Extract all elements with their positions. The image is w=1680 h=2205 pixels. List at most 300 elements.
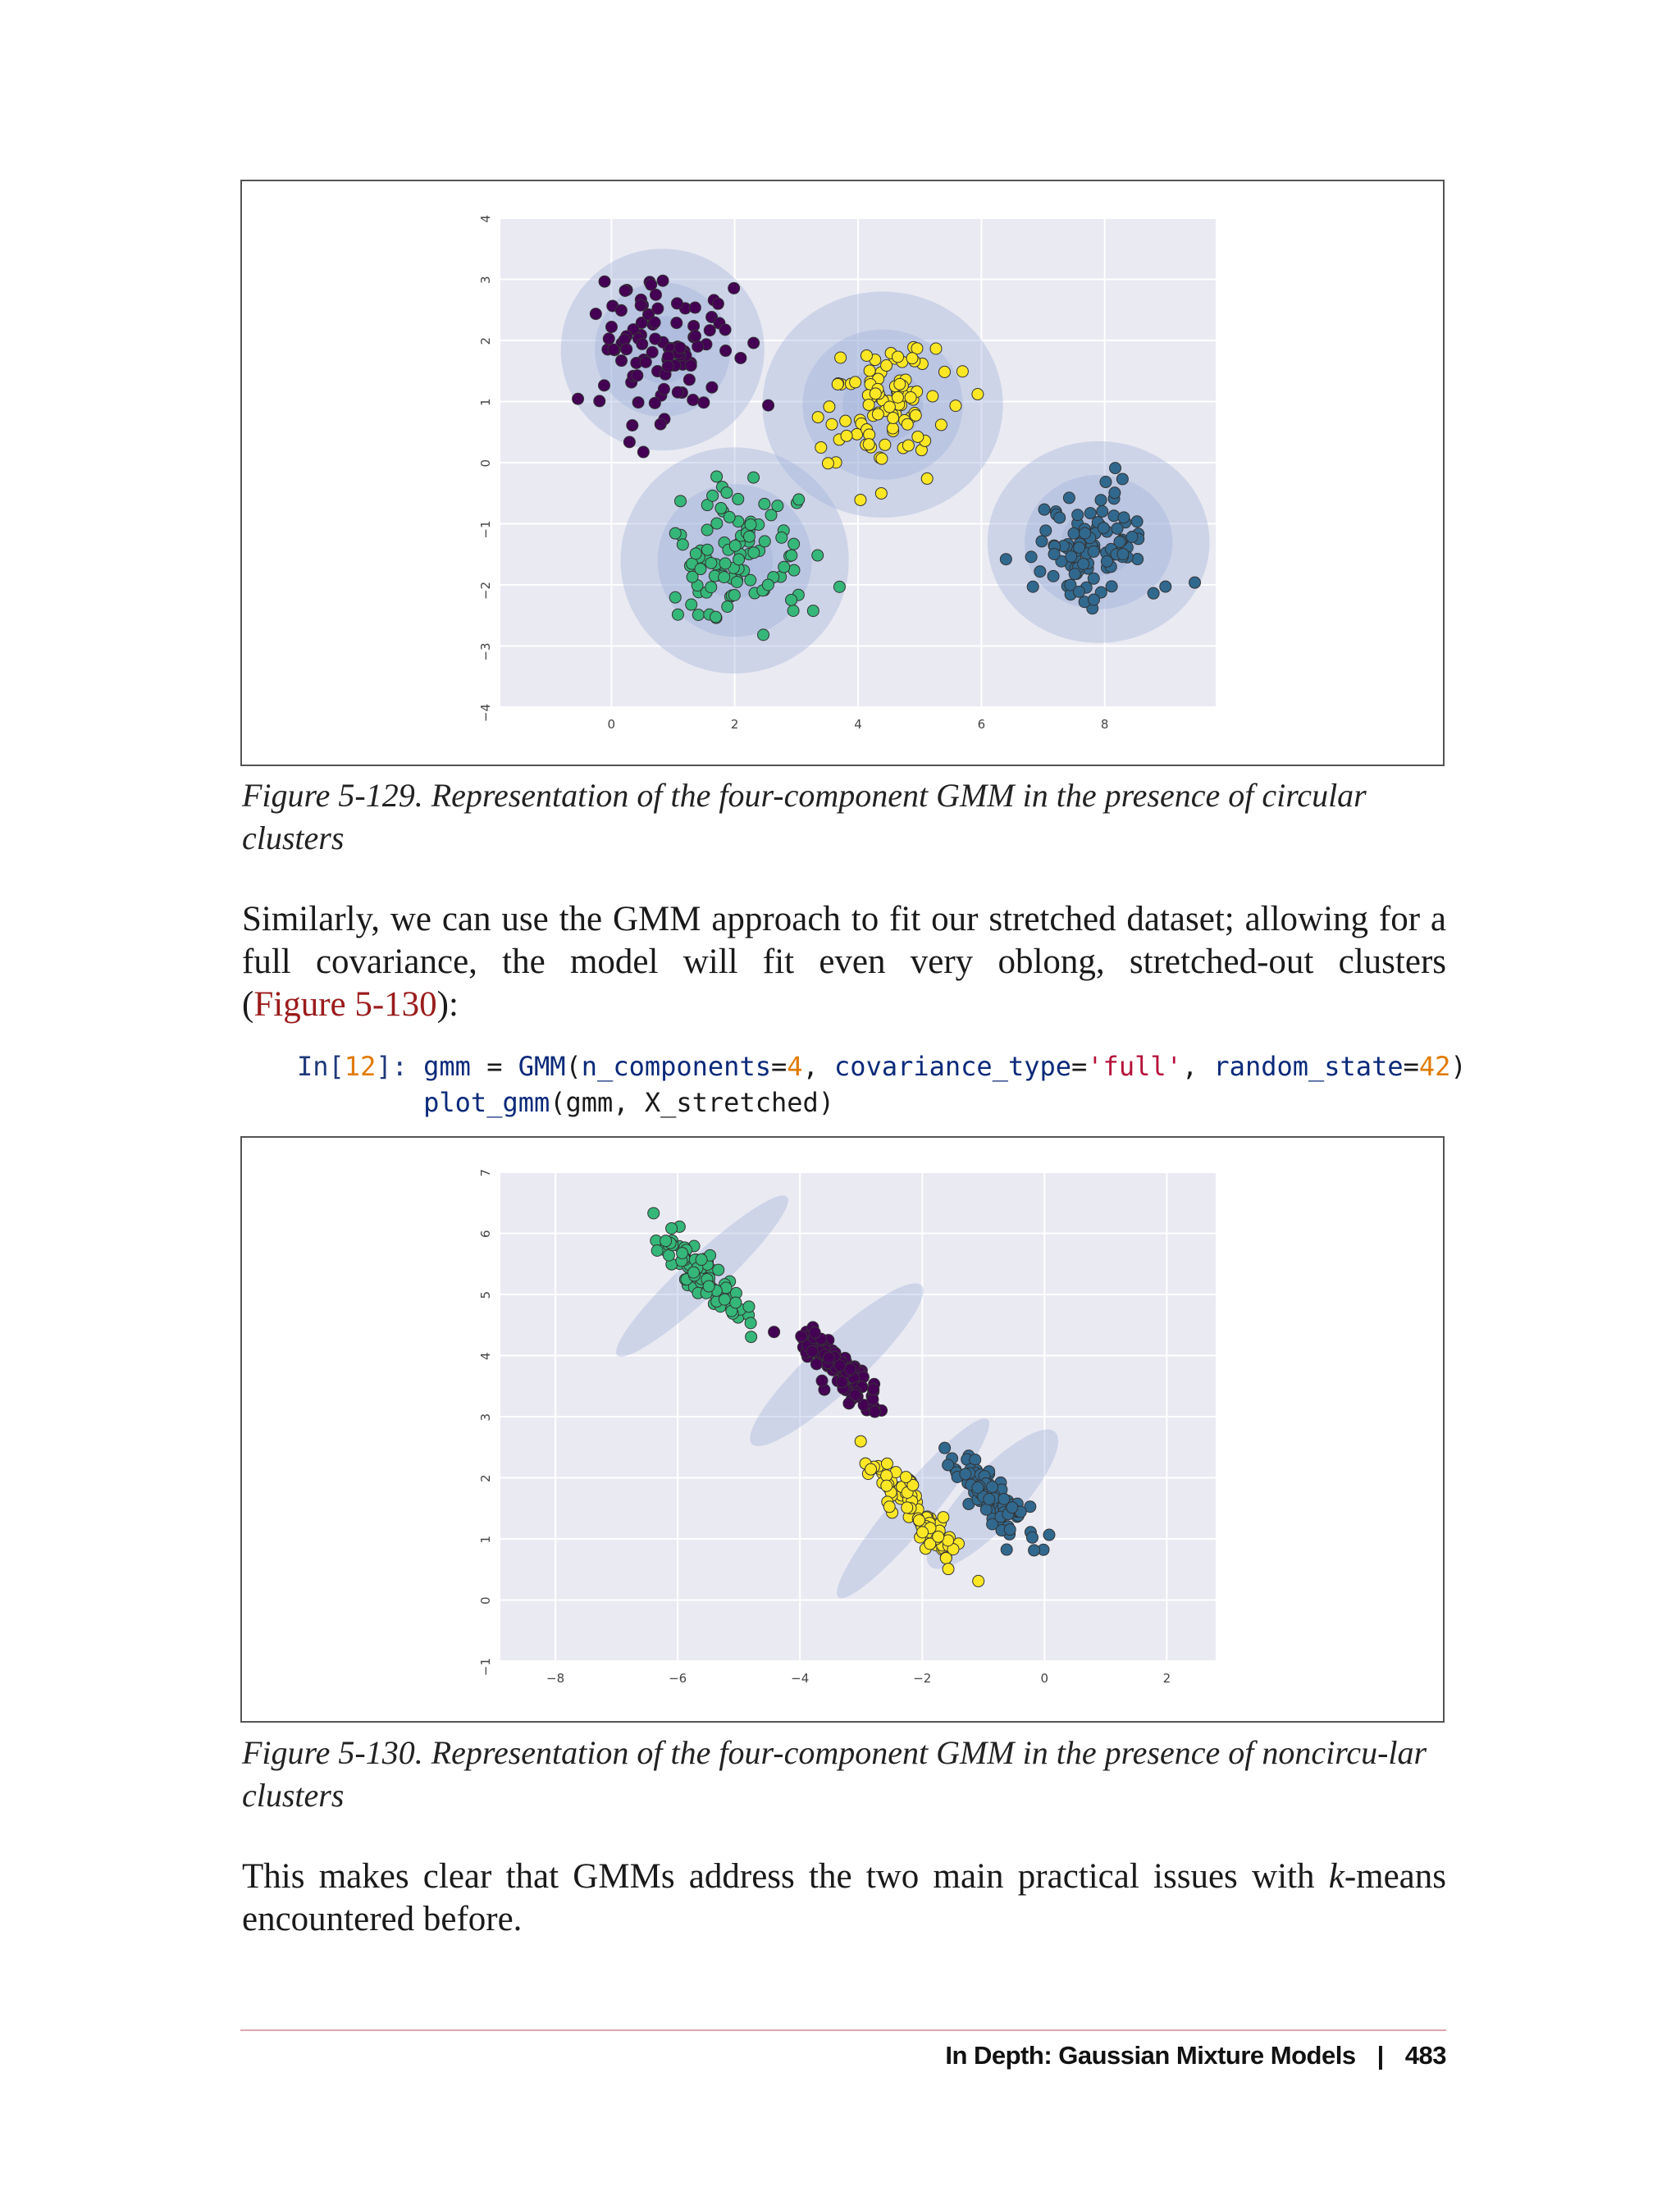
data-point-purple <box>706 381 718 393</box>
x-tick-label: −6 <box>669 1671 687 1686</box>
data-point-green <box>669 527 681 539</box>
data-point-purple <box>687 394 699 405</box>
data-point-green <box>669 591 681 603</box>
x-tick-label: 4 <box>854 717 862 732</box>
data-point-teal <box>1112 523 1123 534</box>
x-tick-label: 2 <box>1162 1671 1171 1686</box>
data-point-green <box>721 487 733 499</box>
data-point-green <box>793 494 805 505</box>
data-point-yellow <box>876 453 888 464</box>
data-point-green <box>696 1254 707 1266</box>
data-point-purple <box>689 302 701 313</box>
data-point-purple <box>688 320 700 331</box>
data-point-purple <box>692 340 704 352</box>
code-token: , <box>1181 1051 1214 1082</box>
data-point-yellow <box>815 441 827 453</box>
data-point-teal <box>1160 581 1171 592</box>
footer-section-title: In Depth: Gaussian Mixture Models <box>945 2041 1356 2070</box>
data-point-green <box>692 609 704 620</box>
data-point-teal <box>1069 568 1080 580</box>
data-point-green <box>719 1294 730 1305</box>
data-point-yellow <box>892 391 903 403</box>
figure-5-130-link[interactable]: Figure 5-130 <box>253 985 437 1024</box>
data-point-purple <box>698 397 710 409</box>
data-point-purple <box>657 275 669 286</box>
data-point-yellow <box>935 419 947 431</box>
data-point-yellow <box>902 440 914 451</box>
data-point-green <box>711 518 723 529</box>
data-point-green <box>724 511 735 523</box>
data-point-green <box>807 605 819 617</box>
data-point-green <box>788 605 799 617</box>
data-point-yellow <box>872 409 883 420</box>
y-tick-label: 0 <box>478 1596 493 1605</box>
data-point-teal <box>1098 523 1109 534</box>
data-point-purple <box>671 298 682 309</box>
data-point-teal <box>1029 1545 1040 1556</box>
data-point-green <box>788 538 800 550</box>
y-tick-label: −1 <box>478 520 493 539</box>
data-point-green <box>663 1249 674 1261</box>
data-point-yellow <box>835 352 847 363</box>
y-tick-label: 1 <box>478 1536 493 1544</box>
x-tick-label: −8 <box>546 1671 565 1686</box>
data-point-yellow <box>900 1472 911 1483</box>
code-token: gmm <box>423 1051 471 1082</box>
data-point-green <box>710 611 722 623</box>
x-tick-label: −4 <box>791 1671 810 1686</box>
data-point-yellow <box>883 401 895 413</box>
data-point-purple <box>674 342 686 354</box>
data-point-yellow <box>850 377 861 388</box>
data-point-yellow <box>927 390 938 402</box>
data-point-yellow <box>910 409 921 421</box>
data-point-yellow <box>875 487 887 499</box>
paragraph-line: encountered before. <box>242 1900 523 1938</box>
data-point-green <box>745 574 756 586</box>
data-point-purple <box>850 1390 861 1401</box>
data-point-green <box>713 1264 724 1276</box>
data-point-green <box>677 539 688 550</box>
data-point-teal <box>1131 516 1143 527</box>
paragraph-line: Similarly, we can use the GMM approach to fit our stretched dataset; allowing for a <box>242 900 1446 938</box>
data-point-teal <box>984 1494 995 1505</box>
data-point-yellow <box>905 391 916 403</box>
data-point-purple <box>685 360 696 372</box>
data-point-purple <box>806 1345 818 1357</box>
data-point-green <box>778 561 790 573</box>
data-point-green <box>759 498 770 509</box>
y-tick-label: −4 <box>478 704 493 723</box>
data-point-teal <box>1097 505 1108 517</box>
data-point-yellow <box>864 365 875 377</box>
data-point-teal <box>1039 504 1050 515</box>
data-point-yellow <box>940 1553 952 1564</box>
code-token: covariance_type <box>834 1051 1072 1082</box>
y-tick-label: 3 <box>478 276 493 285</box>
code-token: = <box>1071 1051 1088 1082</box>
data-point-purple <box>662 360 673 372</box>
x-tick-label: 0 <box>607 717 616 732</box>
data-point-yellow <box>933 1531 944 1542</box>
code-token: ) <box>1450 1051 1467 1082</box>
data-point-green <box>758 629 769 641</box>
data-point-yellow <box>865 1463 877 1475</box>
data-point-purple <box>623 436 635 448</box>
data-point-green <box>786 550 797 561</box>
data-point-purple <box>834 1360 846 1372</box>
data-point-purple <box>712 298 724 309</box>
data-point-purple <box>603 333 614 345</box>
paragraph-line <box>242 1856 1446 1898</box>
data-point-green <box>730 1297 742 1308</box>
data-point-purple <box>690 331 701 342</box>
data-point-teal <box>1040 525 1052 536</box>
data-point-yellow <box>841 430 852 441</box>
data-point-green <box>719 558 731 569</box>
data-point-green <box>703 1281 714 1292</box>
y-tick-label: 4 <box>478 1352 493 1361</box>
data-point-purple <box>650 333 661 345</box>
data-point-yellow <box>887 422 898 434</box>
data-point-green <box>776 532 788 543</box>
data-point-teal <box>1034 566 1046 578</box>
data-point-teal <box>1095 495 1107 506</box>
data-point-green <box>745 1317 756 1329</box>
data-point-green <box>812 550 824 561</box>
data-point-purple <box>672 386 683 398</box>
code-prompt-number: 12 <box>344 1051 377 1082</box>
data-point-yellow <box>917 1527 929 1538</box>
data-point-green <box>677 1248 688 1259</box>
data-point-teal <box>1063 492 1075 504</box>
data-point-green <box>733 493 744 504</box>
data-point-purple <box>635 299 646 311</box>
x-tick-label: 6 <box>977 717 986 732</box>
data-point-teal <box>980 1504 992 1515</box>
footer-rule <box>240 2029 1446 2031</box>
data-point-teal <box>1026 1532 1038 1543</box>
data-point-green <box>733 554 745 565</box>
data-point-yellow <box>863 399 874 410</box>
data-point-teal <box>1126 532 1138 543</box>
data-point-yellow <box>921 472 933 484</box>
data-point-yellow <box>943 1564 954 1575</box>
y-tick-label: 0 <box>478 459 493 468</box>
data-point-yellow <box>888 413 899 424</box>
data-point-purple <box>735 352 746 363</box>
data-point-yellow <box>824 401 835 413</box>
paragraph-text: This makes clear that GMMs address the two main practical issues with <box>242 1857 1329 1896</box>
body-paragraph-2 <box>242 1856 1446 1941</box>
paragraph-close-paren: ): <box>436 985 459 1024</box>
data-point-green <box>705 582 717 593</box>
data-point-yellow <box>930 343 942 354</box>
data-point-yellow <box>894 378 906 390</box>
data-point-purple <box>671 317 682 329</box>
data-point-teal <box>939 1442 951 1454</box>
page-footer <box>945 2041 1446 2070</box>
data-point-green <box>759 536 770 547</box>
data-point-teal <box>1084 508 1096 519</box>
data-point-teal <box>1048 570 1059 582</box>
gmm-noncircular-chart <box>242 1138 1446 1724</box>
data-point-green <box>666 1222 678 1234</box>
data-point-yellow <box>855 494 866 505</box>
x-tick-label: 2 <box>730 717 739 732</box>
data-point-teal <box>1132 554 1144 565</box>
data-point-green <box>729 540 741 551</box>
data-point-purple <box>619 285 631 296</box>
data-point-yellow <box>902 418 913 430</box>
data-point-yellow <box>879 439 891 450</box>
data-point-purple <box>637 338 648 349</box>
data-point-yellow <box>840 415 851 427</box>
data-point-purple <box>816 1375 828 1386</box>
data-point-green <box>748 547 760 559</box>
data-point-teal <box>1004 1524 1016 1536</box>
data-point-teal <box>1118 512 1130 523</box>
code-token: random_state <box>1213 1051 1404 1082</box>
data-point-purple <box>869 1406 880 1418</box>
data-point-purple <box>658 383 669 395</box>
figure-caption-5-129: Figure 5-129. Representation of the four-component GMM in the presence of circular clusters <box>242 777 1367 856</box>
data-point-yellow <box>912 431 924 442</box>
data-point-yellow <box>870 388 881 399</box>
data-point-yellow <box>938 366 950 377</box>
figure-5-129 <box>240 180 1445 766</box>
data-point-green <box>701 544 713 555</box>
page-number: 483 <box>1404 2041 1446 2070</box>
x-tick-label: −2 <box>913 1671 932 1686</box>
data-point-teal <box>1080 527 1091 539</box>
figure-5-130 <box>240 1136 1445 1723</box>
y-tick-label: −1 <box>478 1658 493 1677</box>
data-point-yellow <box>861 349 872 361</box>
data-point-green <box>746 1331 757 1343</box>
data-point-green <box>728 589 740 600</box>
data-point-purple <box>844 1363 856 1375</box>
code-token: 42 <box>1418 1051 1451 1082</box>
data-point-green <box>672 609 683 620</box>
data-point-yellow <box>913 1514 924 1526</box>
data-point-purple <box>627 419 638 431</box>
data-point-teal <box>1100 477 1112 488</box>
data-point-purple <box>616 355 628 367</box>
y-tick-label: 3 <box>478 1413 493 1422</box>
data-point-teal <box>1109 487 1121 499</box>
data-point-yellow <box>881 360 892 372</box>
y-tick-label: 5 <box>478 1291 493 1299</box>
data-point-purple <box>836 1376 847 1388</box>
y-tick-label: −3 <box>478 642 493 661</box>
paragraph-text: -means <box>1344 1857 1446 1896</box>
figure-caption-5-130: Figure 5-130. Representation of the four-component GMM in the presence of noncircu-lar clusters <box>242 1734 1427 1814</box>
data-point-purple <box>640 356 651 368</box>
data-point-purple <box>598 380 609 391</box>
y-tick-label: 6 <box>478 1230 493 1239</box>
code-token: 4 <box>787 1051 803 1082</box>
data-point-purple <box>810 1358 822 1370</box>
data-point-green <box>686 599 697 610</box>
paragraph-open-paren: ( <box>242 985 254 1024</box>
data-point-green <box>675 495 687 507</box>
code-token: = <box>770 1051 788 1082</box>
data-point-purple <box>599 276 610 287</box>
code-prompt: In[ <box>297 1051 345 1082</box>
code-prompt-end: ]: <box>376 1051 424 1082</box>
data-point-yellow <box>902 1502 913 1513</box>
data-point-purple <box>823 1352 834 1363</box>
data-point-green <box>722 600 733 612</box>
y-tick-label: 7 <box>478 1169 493 1177</box>
data-point-purple <box>655 418 666 430</box>
data-point-green <box>660 1235 672 1247</box>
code-token: GMM <box>518 1051 566 1082</box>
data-point-purple <box>719 324 731 336</box>
data-point-purple <box>748 337 760 349</box>
data-point-purple <box>720 345 732 357</box>
data-point-teal <box>1189 577 1201 588</box>
data-point-purple <box>646 279 657 290</box>
data-point-yellow <box>855 1436 866 1447</box>
data-point-purple <box>728 282 740 294</box>
data-point-teal <box>1088 546 1099 557</box>
data-point-teal <box>1106 581 1117 592</box>
data-point-purple <box>652 303 664 314</box>
data-point-purple <box>704 325 715 336</box>
code-token: = <box>470 1051 518 1082</box>
data-point-purple <box>590 308 601 320</box>
data-point-purple <box>637 446 649 458</box>
data-point-yellow <box>938 1512 949 1523</box>
data-point-green <box>762 579 774 591</box>
data-point-green <box>707 490 719 501</box>
data-point-purple <box>649 397 660 409</box>
data-point-purple <box>809 1327 820 1339</box>
data-point-teal <box>1066 550 1077 562</box>
code-token: 'full' <box>1087 1051 1182 1082</box>
data-point-purple <box>594 395 605 407</box>
data-point-teal <box>1072 509 1084 521</box>
data-point-yellow <box>826 418 838 430</box>
data-point-purple <box>608 344 619 355</box>
data-point-teal <box>1007 1502 1018 1513</box>
data-point-teal <box>1116 473 1128 485</box>
data-point-green <box>745 519 756 531</box>
data-point-yellow <box>973 1575 984 1586</box>
code-token: ( <box>565 1051 582 1082</box>
paragraph-italic-k: k <box>1328 1857 1344 1896</box>
data-point-teal <box>987 1481 998 1493</box>
x-tick-label: 0 <box>1040 1671 1049 1686</box>
data-point-green <box>648 1208 660 1219</box>
data-point-teal <box>1073 586 1084 597</box>
data-point-green <box>748 472 760 483</box>
data-point-purple <box>573 393 584 404</box>
data-point-teal <box>1054 512 1066 523</box>
data-point-teal <box>1068 527 1080 539</box>
paragraph-line: full covariance, the model will fit even very oblong, stretched-out clusters <box>242 943 1446 981</box>
data-point-green <box>743 531 755 542</box>
data-point-purple <box>605 322 617 333</box>
code-token: = <box>1403 1051 1419 1082</box>
data-point-green <box>731 576 742 587</box>
x-tick-label: 8 <box>1100 717 1109 732</box>
data-point-teal <box>960 1468 971 1480</box>
data-point-purple <box>868 1384 879 1395</box>
data-point-yellow <box>881 1458 892 1469</box>
data-point-yellow <box>972 389 984 400</box>
footer-separator: | <box>1376 2041 1384 2070</box>
data-point-purple <box>683 374 695 386</box>
data-point-green <box>719 572 730 583</box>
data-point-green <box>651 1244 663 1256</box>
data-point-purple <box>632 397 644 409</box>
data-point-teal <box>1109 463 1121 474</box>
data-point-green <box>695 564 706 575</box>
data-point-yellow <box>956 366 968 377</box>
data-point-teal <box>972 1481 984 1493</box>
data-point-yellow <box>822 458 833 469</box>
data-point-teal <box>1001 1544 1012 1555</box>
data-point-purple <box>615 304 627 316</box>
data-point-teal <box>1036 536 1048 547</box>
y-tick-label: 2 <box>478 337 493 345</box>
data-point-green <box>786 594 797 605</box>
data-point-green <box>705 557 717 568</box>
y-tick-label: 2 <box>478 1474 493 1483</box>
data-point-teal <box>1027 581 1039 592</box>
data-point-purple <box>632 370 643 381</box>
code-token: (gmm, X_stretched) <box>550 1087 835 1118</box>
body-paragraph-1 <box>242 898 1446 1026</box>
y-tick-label: 1 <box>478 398 493 407</box>
data-point-yellow <box>881 1480 892 1491</box>
data-point-purple <box>646 346 658 358</box>
data-point-purple <box>621 344 632 355</box>
data-point-teal <box>1074 542 1085 554</box>
data-point-yellow <box>883 1501 895 1513</box>
data-point-teal <box>1000 554 1011 565</box>
data-point-green <box>711 471 723 482</box>
data-point-green <box>743 1301 755 1312</box>
code-token: , <box>802 1051 835 1082</box>
data-point-teal <box>1088 594 1099 605</box>
data-point-purple <box>769 1326 780 1338</box>
data-point-yellow <box>906 353 918 364</box>
data-point-yellow <box>950 400 961 412</box>
data-point-yellow <box>892 351 904 363</box>
data-point-purple <box>649 317 660 328</box>
data-point-teal <box>1043 1529 1055 1541</box>
data-point-green <box>690 548 701 559</box>
data-point-teal <box>1148 587 1159 599</box>
data-point-green <box>765 509 777 521</box>
code-token: plot_gmm <box>423 1087 550 1118</box>
data-point-teal <box>1101 555 1112 567</box>
y-tick-label: 4 <box>478 215 493 223</box>
data-point-yellow <box>832 378 843 390</box>
data-point-yellow <box>863 439 874 450</box>
data-point-teal <box>1117 548 1129 559</box>
code-block <box>297 1048 1467 1121</box>
code-token: n_components <box>581 1051 771 1082</box>
data-point-green <box>833 581 845 592</box>
data-point-yellow <box>812 412 824 423</box>
data-point-teal <box>1025 551 1037 563</box>
data-point-teal <box>1048 548 1060 559</box>
